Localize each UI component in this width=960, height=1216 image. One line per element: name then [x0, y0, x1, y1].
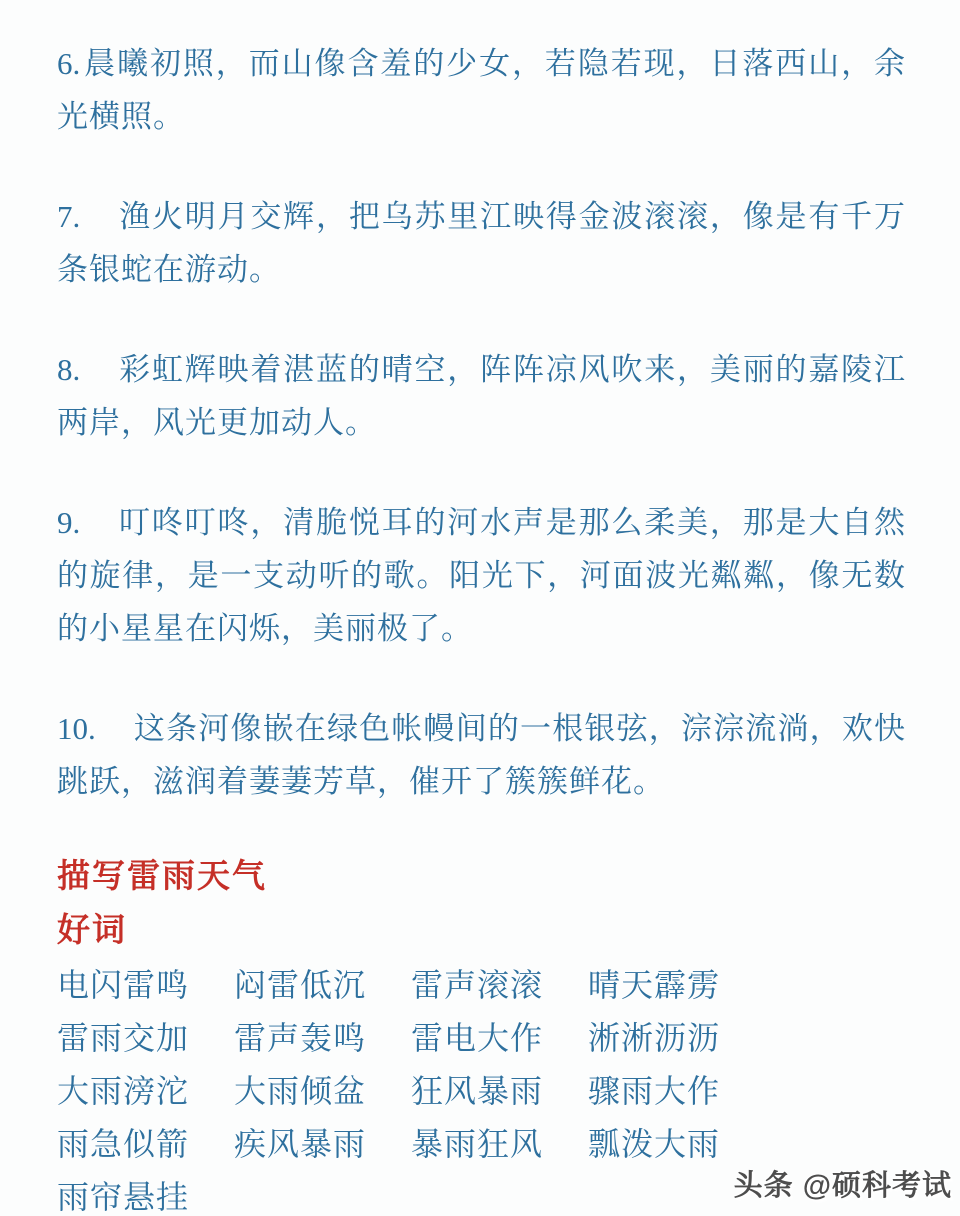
word-item: 闷雷低沉	[234, 967, 367, 1003]
sentence-number: 9.	[57, 505, 81, 540]
sentence-text: 叮咚叮咚，清脆悦耳的河水声是那么柔美，那是大自然的旋律，是一支动听的歌。阳光下，河面波光粼粼，像无数的小星星在闪烁，美丽极了。	[57, 505, 906, 646]
word-item: 狂风暴雨	[411, 1073, 544, 1109]
word-item: 骤雨大作	[588, 1073, 721, 1109]
sentence-number: 7.	[57, 199, 81, 234]
word-item: 瓢泼大雨	[588, 1126, 721, 1162]
sentence-text: 彩虹辉映着湛蓝的晴空，阵阵凉风吹来，美丽的嘉陵江两岸，风光更加动人。	[57, 352, 906, 440]
word-item: 晴天霹雳	[588, 967, 721, 1003]
word-item: 淅淅沥沥	[588, 1020, 721, 1056]
sentence-text: 渔火明月交辉，把乌苏里江映得金波滚滚，像是有千万条银蛇在游动。	[57, 199, 906, 287]
watermark-toutiao: 头条 @硕科考试	[733, 1170, 952, 1202]
word-row	[57, 1065, 906, 1118]
word-item: 大雨滂沱	[57, 1073, 190, 1109]
sentence-item-6	[57, 37, 906, 143]
word-item: 雷雨交加	[57, 1020, 190, 1056]
word-item: 雷电大作	[411, 1020, 544, 1056]
word-item: 雷声滚滚	[411, 967, 544, 1003]
sentence-text: 晨曦初照，而山像含羞的少女，若隐若现，日落西山，余光横照。	[57, 46, 906, 134]
sentence-text: 这条河像嵌在绿色帐幔间的一根银弦，淙淙流淌，欢快跳跃，滋润着萋萋芳草，催开了簇簇鲜花。	[57, 711, 906, 799]
word-item: 电闪雷鸣	[57, 967, 190, 1003]
word-item: 大雨倾盆	[234, 1073, 367, 1109]
section-heading-thunderstorm: 描写雷雨天气	[57, 859, 267, 895]
document-content	[57, 37, 906, 1216]
sentence-number: 8.	[57, 352, 81, 387]
word-item: 疾风暴雨	[234, 1126, 367, 1162]
sentence-item-10	[57, 702, 906, 808]
word-item: 暴雨狂风	[411, 1126, 544, 1162]
word-item: 雷声轰鸣	[234, 1020, 367, 1056]
word-row	[57, 959, 906, 1012]
subsection-heading-good-words: 好词	[57, 913, 127, 949]
word-item: 雨急似箭	[57, 1126, 190, 1162]
sentence-item-8	[57, 343, 906, 449]
sentence-item-9	[57, 496, 906, 655]
sentence-number: 10.	[57, 711, 96, 746]
sentence-number: 6.	[57, 46, 81, 81]
sentence-item-7	[57, 190, 906, 296]
word-row	[57, 1012, 906, 1065]
word-item: 雨帘悬挂	[57, 1179, 190, 1215]
